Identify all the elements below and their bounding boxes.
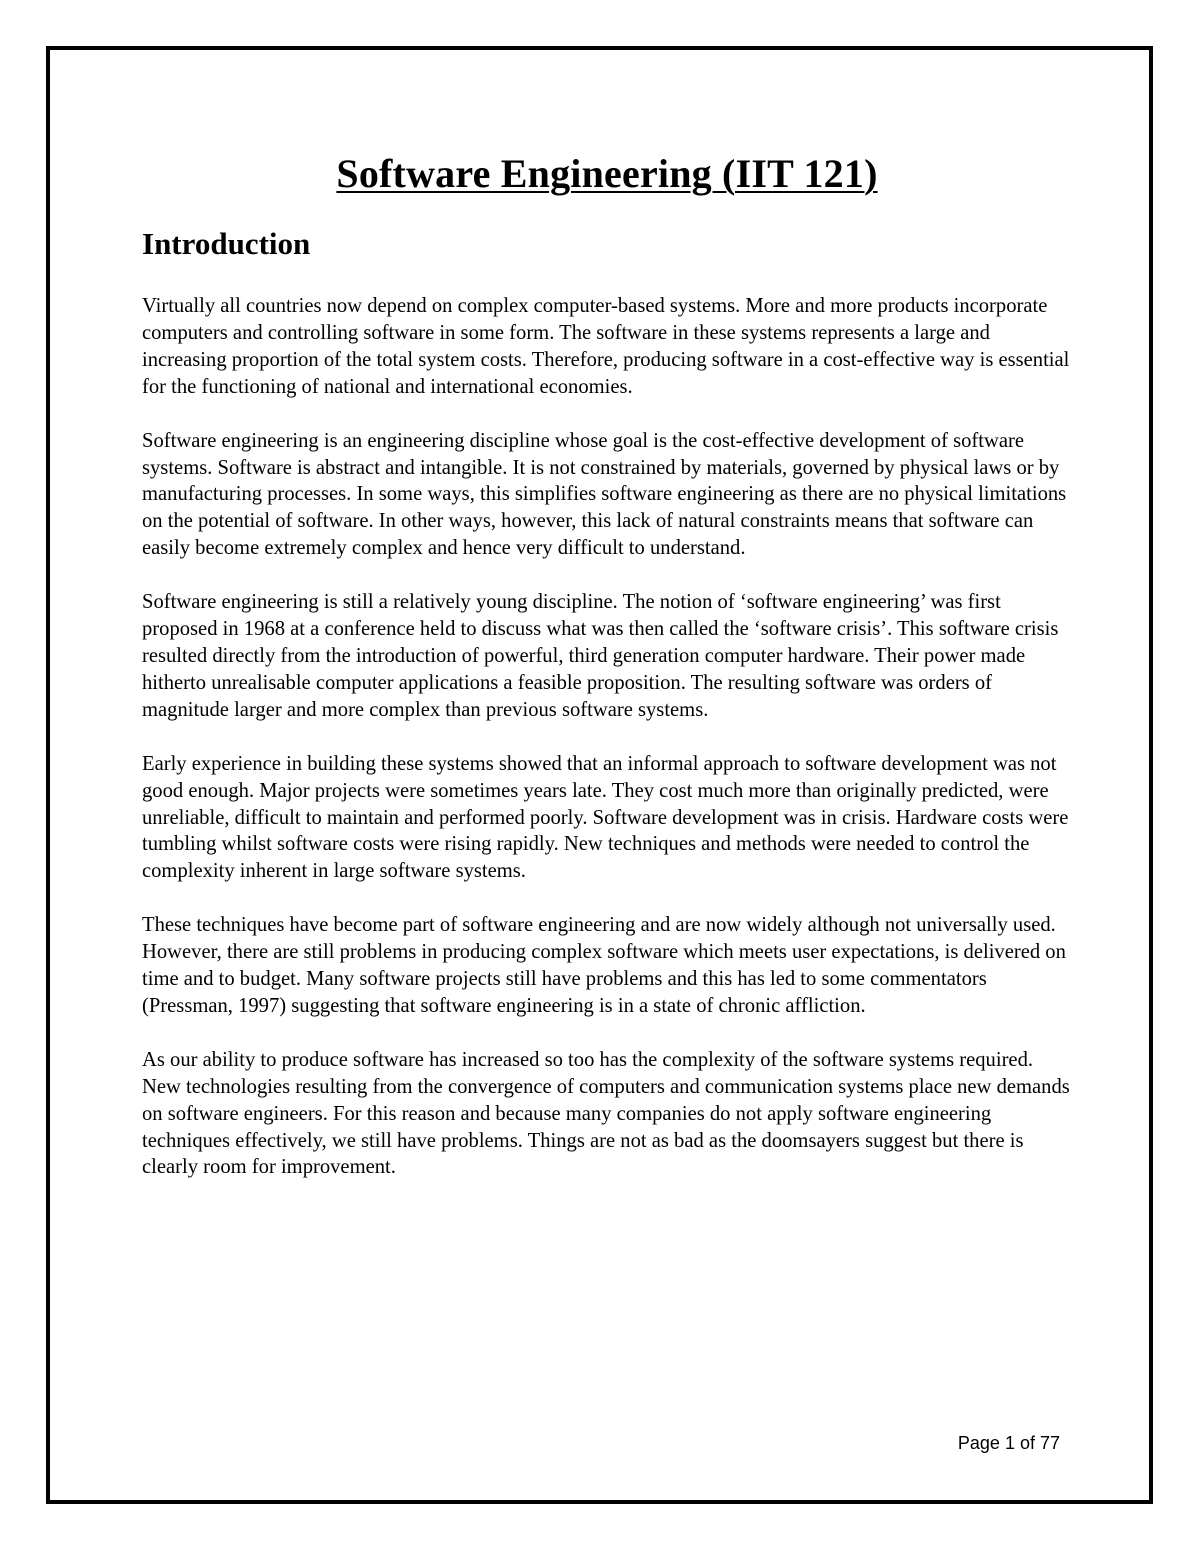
paragraph: As our ability to produce software has increased so too has the complexity of the software systems required. New technologies resulting from the convergence of computers and communication systems place new demands on software engineers. For this reason and because many companies do not apply software engineering techniques effectively, we still have problems. Things are not as bad as the doomsayers suggest but there is clearly room for improvement. (142, 1048, 1070, 1179)
paragraph: These techniques have become part of software engineering and are now widely although not universally used. However, there are still problems in producing complex software which meets user expectations, is delivered on time and to budget. Many software projects still have problems and this has led to some commentators (Pressman, 1997) suggesting that software engineering is in a state of chronic affliction. (142, 914, 1066, 1017)
paragraph: Early experience in building these systems showed that an informal approach to software development was not good enough. Major projects were sometimes years late. They cost much more than originally predicted, were unreliable, difficult to maintain and performed poorly. Software development was in crisis. Hardware costs were tumbling whilst software costs were rising rapidly. New techniques and methods were needed to control the complexity inherent in large software systems. (142, 752, 1069, 883)
paragraph: Software engineering is an engineering discipline whose goal is the cost-effective development of software systems. Software is abstract and intangible. It is not constrained by materials, governed by physical laws or by manufacturing processes. In some ways, this simplifies software engineering as there are no physical limitations on the potential of software. In other ways, however, this lack of natural constraints means that software can easily become extremely complex and hence very difficult to understand. (142, 429, 1067, 560)
paragraph: Software engineering is still a relatively young discipline. The notion of ‘software engineering’ was first proposed in 1968 at a conference held to discuss what was then called the ‘software crisis’. This software crisis resulted directly from the introduction of powerful, third generation computer hardware. Their power made hitherto unrealisable computer applications a feasible proposition. The resulting software was orders of magnitude larger and more complex than previous software systems. (142, 591, 1059, 721)
document-body (142, 150, 1072, 1181)
document-title: Software Engineering (IIT 121) (336, 151, 878, 196)
paragraph: Virtually all countries now depend on complex computer-based systems. More and more products incorporate computers and controlling software in some form. The software in these systems represents a large and increasing proportion of the total system costs. Therefore, producing software in a cost-effective way is essential for the functioning of national and international economies. (142, 295, 1070, 398)
page-number: Page 1 of 77 (957, 1433, 1060, 1453)
section-heading-introduction: Introduction (142, 226, 311, 261)
